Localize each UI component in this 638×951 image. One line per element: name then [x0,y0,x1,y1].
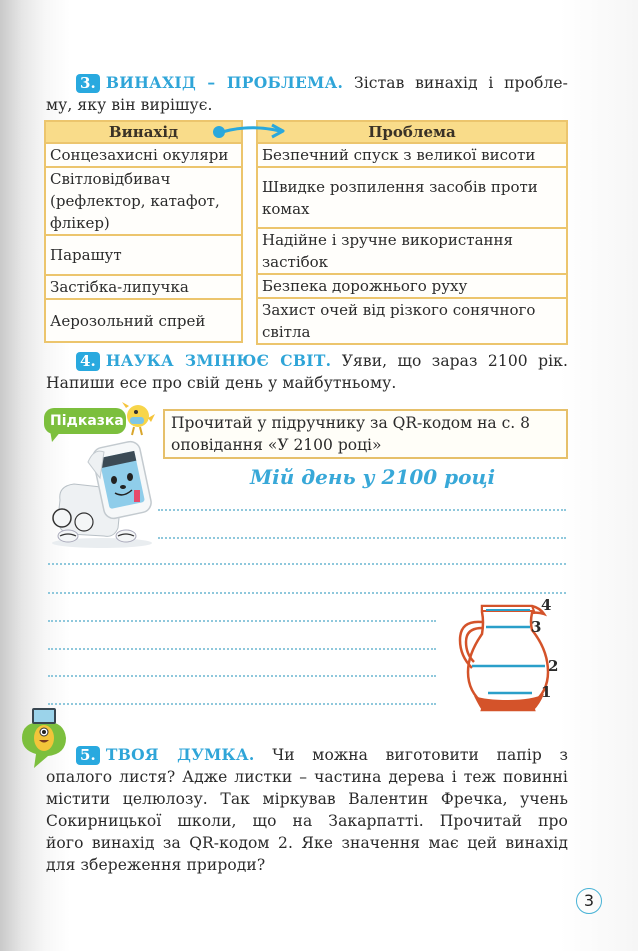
writing-line[interactable] [48,563,566,565]
hint-label: Підказка [50,413,124,429]
hint-text-line: оповідання «У 2100 році» [171,436,382,454]
task-text: Чи можна виготовити папір з [272,746,569,764]
invention-cell[interactable]: Сонцезахисні окуляри [45,143,242,167]
hint-text-box [163,409,568,459]
bird-mascot-icon [118,400,158,438]
problem-cell[interactable]: Захист очей від різкого сонячного світла [257,298,567,344]
page-number: 3 [576,888,602,914]
task-number-badge: 3. [76,74,100,93]
task-title: ВИНАХІД – ПРОБЛЕМА. [105,73,344,92]
jug-label-2: 2 [548,657,559,675]
task5-text-line: опалого листя? Адже листки – частина дерева і теж повинні [46,768,568,786]
task-number-badge: 4. [76,352,100,371]
task-instruction: Уяви, що зараз 2100 рік. [341,352,568,370]
task5-text-line: містити целюлозу. Так міркував Валентин Фречка, учень [46,790,568,808]
task-instruction: Зістав винахід і пробле- [353,74,568,92]
hint-text-line: Прочитай у підручнику за QR-кодом на с. 8 [171,414,530,432]
invention-cell[interactable]: Парашут [45,235,242,275]
robot-dog-icon [48,438,156,550]
task5-text-line: Сокирницької школи, що на Закарпатті. Прочитай про [46,812,568,830]
task3-heading [46,72,568,94]
writing-line[interactable] [48,703,436,705]
problem-cell[interactable]: Швидке розпилення засобів проти комах [257,167,567,228]
task5-text-line: його винахід за QR-кодом 2. Яке значення має цей винахід [46,834,568,852]
problems-table [256,120,568,345]
jug-label-4: 4 [541,596,552,614]
invention-cell[interactable]: Світловідбивач (рефлектор, катафот, флікер) [45,167,242,235]
writing-line[interactable] [48,648,436,650]
match-arrow-icon [210,122,290,142]
writing-line[interactable] [48,592,566,594]
jug-label-1: 1 [541,683,552,701]
task5-heading [46,744,568,766]
writing-line[interactable] [158,537,566,539]
task-number-badge: 5. [76,746,100,765]
problems-header: Проблема [257,121,567,143]
task-title: НАУКА ЗМІНЮЄ СВІТ. [105,351,332,370]
problem-cell[interactable]: Надійне і зручне використання застібок [257,228,567,274]
writing-line[interactable] [158,509,566,511]
problem-cell[interactable]: Безпека дорожнього руху [257,274,567,298]
writing-line[interactable] [48,620,436,622]
task4-heading [46,350,568,372]
task4-instruction-cont: Напиши есе про свій день у майбутньому. [46,374,397,392]
problem-cell[interactable]: Безпечний спуск з великої висоти [257,143,567,167]
essay-title: Мій день у 2100 році [250,465,496,489]
jug-label-3: 3 [531,618,542,636]
task-title: ТВОЯ ДУМКА. [105,745,255,764]
invention-cell[interactable]: Аерозольний спрей [45,299,242,342]
task3-instruction-cont: му, яку він вирішує. [46,96,213,114]
writing-line[interactable] [48,675,436,677]
inventions-table [44,120,243,343]
invention-cell[interactable]: Застібка-липучка [45,275,242,299]
inventions-header: Винахід [45,121,242,143]
task5-text-line: для збереження природи? [46,856,266,874]
